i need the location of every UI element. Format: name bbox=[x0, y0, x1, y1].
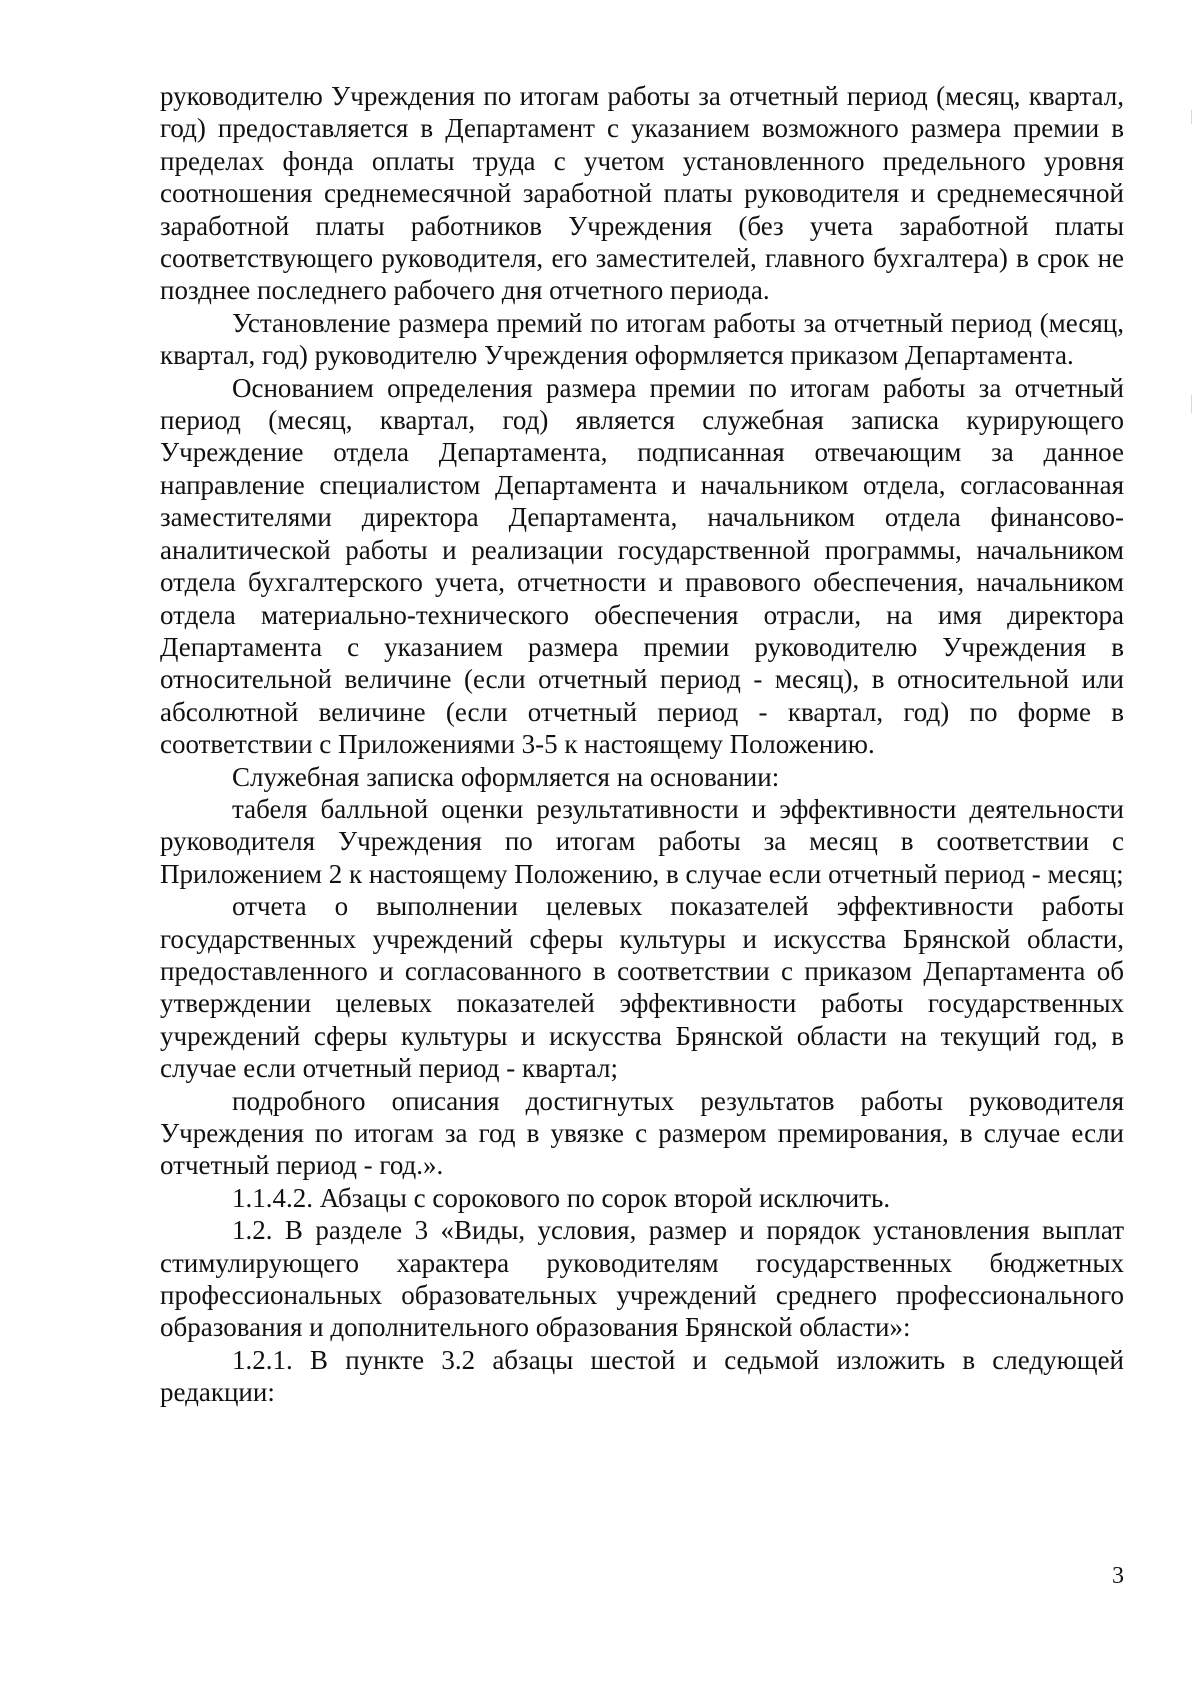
paragraph-6: отчета о выполнении целевых показателей эффективности работы государственных учреждений сферы культуры и искусства Брянской области, предоставленного и согласованного в соответствии с приказом Департамента об утверждении целевых показателей эффективности работы государственных учреждений сферы культуры и искусства Брянской области на текущий год, в случае если отчетный период - квартал; bbox=[160, 891, 1124, 1084]
scan-margin-mark bbox=[1191, 395, 1192, 413]
paragraph-3: Основанием определения размера премии по итогам работы за отчетный период (месяц, квартал, год) является служебная записка курирующего Учреждение отдела Департамента, подписанная отвечающим за данное направление специалистом Департамента и начальником отдела, согласованная заместителями директора Департамента, начальником отдела финансово-аналитической работы и реализации государственной программы, начальником отдела бухгалтерского учета, отчетности и правового обеспечения, начальником отдела материально-технического обеспечения отрасли, на имя директора Департамента с указанием размера премии руководителю Учреждения в относительной величине (если отчетный период - месяц), в относительной или абсолютной величине (если отчетный период - квартал, год) по форме в соответствии с Приложениями 3-5 к настоящему Положению. bbox=[160, 372, 1124, 760]
paragraph-5: табеля балльной оценки результативности и эффективности деятельности руководителя Учреждения по итогам работы за месяц в соответствии с Приложением 2 к настоящему Положению, в случае если отчетный период - месяц; bbox=[160, 793, 1124, 889]
document-body bbox=[160, 80, 1124, 1409]
paragraph-4: Служебная записка оформляется на основании: bbox=[232, 761, 780, 792]
paragraph-8: 1.1.4.2. Абзацы с сорокового по сорок второй исключить. bbox=[232, 1182, 891, 1213]
paragraph-7: подробного описания достигнутых результатов работы руководителя Учреждения по итогам за год в увязке с размером премирования, в случае если отчетный период - год.». bbox=[160, 1085, 1124, 1181]
scan-margin-mark bbox=[1191, 110, 1192, 124]
paragraph-9: 1.2. В разделе 3 «Виды, условия, размер и порядок установления выплат стимулирующего характера руководителям государственных бюджетных профессиональных образовательных учреждений среднего профессионального образования и дополнительного образования Брянской области»: bbox=[160, 1215, 1124, 1343]
paragraph-10: 1.2.1. В пункте 3.2 абзацы шестой и седьмой изложить в следующей редакции: bbox=[160, 1344, 1124, 1408]
paragraph-1: руководителю Учреждения по итогам работы за отчетный период (месяц, квартал, год) предоставляется в Департамент с указанием возможного размера премии в пределах фонда оплаты труда с учетом установленного предельного уровня соотношения среднемесячной заработной платы руководителя и среднемесячной заработной платы работников Учреждения (без учета заработной платы соответствующего руководителя, его заместителей, главного бухгалтера) в срок не позднее последнего рабочего дня отчетного периода. bbox=[160, 81, 1124, 306]
paragraph-2: Установление размера премий по итогам работы за отчетный период (месяц, квартал, год) руководителю Учреждения оформляется приказом Департамента. bbox=[160, 307, 1124, 371]
page-number: 3 bbox=[1112, 1563, 1124, 1589]
